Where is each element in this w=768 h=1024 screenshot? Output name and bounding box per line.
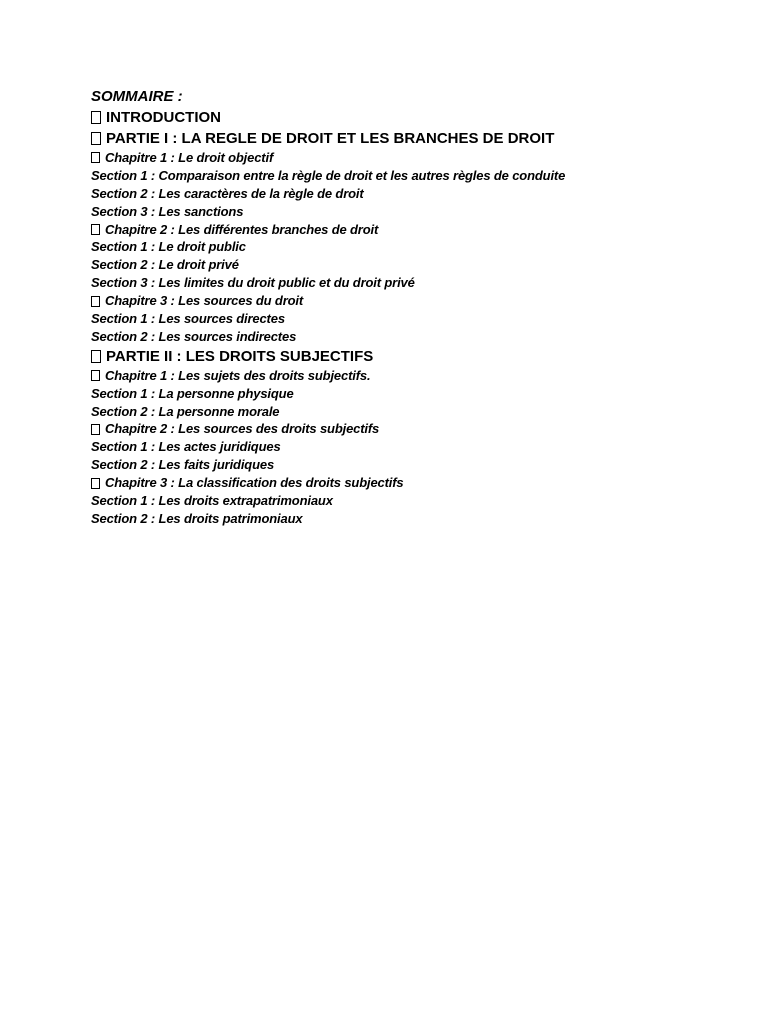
toc-section-entry <box>91 438 731 456</box>
bullet-box-icon <box>91 424 100 435</box>
toc-entry-text: Chapitre 2 : Les différentes branches de droit <box>105 221 379 237</box>
toc-entry-text: Section 2 : La personne morale <box>91 403 280 419</box>
toc-entry-text: PARTIE II : LES DROITS SUBJECTIFS <box>106 347 374 365</box>
bullet-box-icon <box>91 478 100 489</box>
bullet-box-icon <box>91 111 101 124</box>
toc-entry-text: Chapitre 2 : Les sources des droits subjectifs <box>105 421 380 437</box>
bullet-box-icon <box>91 296 100 307</box>
toc-entry-text: Chapitre 1 : Les sujets des droits subjectifs. <box>105 367 371 383</box>
toc-entry-text: Section 3 : Les limites du droit public et du droit privé <box>91 275 415 291</box>
toc-section-entry <box>91 510 731 528</box>
toc-chapter-entry <box>91 149 731 167</box>
toc-section-entry <box>91 403 731 421</box>
toc-section-entry <box>91 492 731 510</box>
toc-chapter-entry <box>91 420 731 438</box>
toc-entry-text: Section 1 : Les actes juridiques <box>91 439 281 455</box>
toc-entry-text: Section 2 : Les caractères de la règle de droit <box>91 185 364 201</box>
toc-section-entry <box>91 167 731 185</box>
toc-entry-text: PARTIE I : LA REGLE DE DROIT ET LES BRANCHES DE DROIT <box>106 130 555 147</box>
toc-entry-text: Section 1 : Les sources directes <box>91 311 285 327</box>
toc-entry-text: Chapitre 1 : Le droit objectif <box>105 150 274 165</box>
bullet-box-icon <box>91 152 100 163</box>
toc-entry-text: Section 3 : Les sanctions <box>91 203 244 219</box>
toc-entry-text: Section 1 : Le droit public <box>91 239 246 255</box>
toc-part-entry <box>91 128 731 149</box>
toc-chapter-entry <box>91 292 731 310</box>
toc-section-entry <box>91 238 731 256</box>
toc-entry-text: Section 2 : Les droits patrimoniaux <box>91 510 303 526</box>
toc-part-entry <box>91 346 731 367</box>
toc-entry-text: Section 1 : Les droits extrapatrimoniaux <box>91 493 333 509</box>
document-title: SOMMAIRE : <box>91 88 183 105</box>
toc-chapter-entry <box>91 474 731 492</box>
toc-entry-text: Chapitre 3 : La classification des droits subjectifs <box>105 475 404 491</box>
toc-section-entry <box>91 385 731 403</box>
toc-entry-text: Section 2 : Les sources indirectes <box>91 328 297 344</box>
bullet-box-icon <box>91 224 100 235</box>
document-page <box>91 86 731 528</box>
toc-chapter-entry <box>91 221 731 239</box>
toc-entry-text: Chapitre 3 : Les sources du droit <box>105 293 304 309</box>
toc-section-entry <box>91 310 731 328</box>
toc-part-entry <box>91 107 731 128</box>
table-of-contents <box>91 107 731 528</box>
toc-entry-text: Section 1 : Comparaison entre la règle de droit et les autres règles de conduite <box>91 167 566 183</box>
bullet-box-icon <box>91 132 101 145</box>
toc-chapter-entry <box>91 367 731 385</box>
bullet-box-icon <box>91 370 100 381</box>
bullet-box-icon <box>91 350 101 363</box>
toc-entry-text: Section 2 : Le droit privé <box>91 257 239 273</box>
toc-section-entry <box>91 328 731 346</box>
toc-section-entry <box>91 256 731 274</box>
toc-section-entry <box>91 203 731 221</box>
toc-entry-text: Section 2 : Les faits juridiques <box>91 457 275 473</box>
toc-entry-text: Section 1 : La personne physique <box>91 385 294 401</box>
toc-section-entry <box>91 274 731 292</box>
toc-section-entry <box>91 456 731 474</box>
toc-entry-text: INTRODUCTION <box>106 109 221 126</box>
toc-section-entry <box>91 185 731 203</box>
